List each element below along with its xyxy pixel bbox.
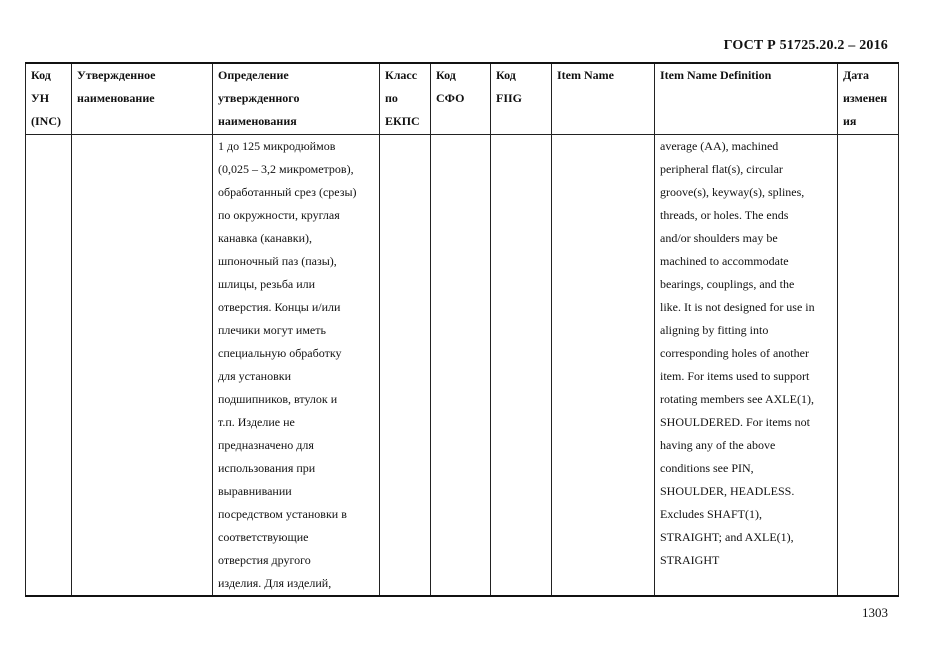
header-line: FIIG [496, 91, 523, 105]
table-row [26, 135, 899, 597]
text-line: peripheral flat(s), circular [660, 162, 783, 176]
header-line: Определение [218, 68, 289, 82]
cell-item-name [552, 135, 655, 597]
header-line: Дата [843, 68, 869, 82]
text-line: (0,025 – 3,2 микрометров), [218, 162, 354, 176]
text-line: 1 до 125 микродюймов [218, 139, 336, 153]
cell-definition-en [655, 135, 838, 597]
cell-change-date [838, 135, 899, 597]
text-line: Excludes SHAFT(1), [660, 507, 762, 521]
text-line: шпоночный паз (пазы), [218, 254, 337, 268]
text-line: corresponding holes of another [660, 346, 809, 360]
text-line: по окружности, круглая [218, 208, 340, 222]
text-line: having any of the above [660, 438, 776, 452]
col-header-item-name-definition [655, 63, 838, 135]
text-line: использования при [218, 461, 316, 475]
header-line: УН [31, 91, 50, 105]
text-line: STRAIGHT [660, 553, 720, 567]
col-header-code-inc [26, 63, 72, 135]
text-line: aligning by fitting into [660, 323, 769, 337]
text-line: rotating members see AXLE(1), [660, 392, 814, 406]
cell-definition-ru [213, 135, 380, 597]
text-line: SHOULDER, HEADLESS. [660, 484, 795, 498]
gost-table [25, 62, 899, 597]
cell-sfo-code [431, 135, 491, 597]
text-line: соответствующие [218, 530, 309, 544]
header-line: Класс [385, 68, 418, 82]
header-line: Код [31, 68, 51, 82]
page-number: 1303 [862, 605, 888, 620]
header-line: наименование [77, 91, 155, 105]
text-line: conditions see PIN, [660, 461, 754, 475]
text-line: and/or shoulders may be [660, 231, 778, 245]
header-line: Утвержденное [77, 68, 156, 82]
cell-code-inc [26, 135, 72, 597]
col-header-item-name [552, 63, 655, 135]
col-header-change-date [838, 63, 899, 135]
header-line: ия [843, 114, 857, 128]
gost-table-container [25, 62, 898, 597]
header-line: Item Name Definition [660, 68, 772, 82]
text-line: bearings, couplings, and the [660, 277, 795, 291]
text-line: обработанный срез (срезы) [218, 185, 357, 199]
text-line: STRAIGHT; and AXLE(1), [660, 530, 794, 544]
cell-ekps-class [380, 135, 431, 597]
text-line: item. For items used to support [660, 369, 810, 383]
text-line: threads, or holes. The ends [660, 208, 789, 222]
cell-fiig-code [491, 135, 552, 597]
text-line: плечики могут иметь [218, 323, 326, 337]
text-line: average (AA), machined [660, 139, 779, 153]
col-header-fiig-code [491, 63, 552, 135]
header-line: по [385, 91, 398, 105]
text-line: подшипников, втулок и [218, 392, 338, 406]
text-line: посредством установки в [218, 507, 347, 521]
text-line: groove(s), keyway(s), splines, [660, 185, 805, 199]
document-standard-number: ГОСТ Р 51725.20.2 – 2016 [723, 38, 888, 53]
header-line: утвержденного [218, 91, 300, 105]
header-line: Код [436, 68, 456, 82]
text-line: шлицы, резьба или [218, 277, 316, 291]
text-line: machined to accommodate [660, 254, 789, 268]
header-line: Код [496, 68, 516, 82]
text-line: like. It is not designed for use in [660, 300, 815, 314]
text-line: выравнивании [218, 484, 292, 498]
text-line: специальную обработку [218, 346, 342, 360]
text-line: канавка (канавки), [218, 231, 312, 245]
col-header-ekps-class [380, 63, 431, 135]
header-line: наименования [218, 114, 297, 128]
col-header-approved-name [72, 63, 213, 135]
text-line: SHOULDERED. For items not [660, 415, 810, 429]
header-line: ЕКПС [385, 114, 420, 128]
header-line: СФО [436, 91, 465, 105]
header-line: изменен [843, 91, 888, 105]
text-line: для установки [218, 369, 291, 383]
text-line: изделия. Для изделий, [218, 576, 332, 590]
text-line: предназначено для [218, 438, 314, 452]
cell-approved-name [72, 135, 213, 597]
text-line: отверстия другого [218, 553, 311, 567]
table-header-row [26, 63, 899, 135]
text-line: отверстия. Концы и/или [218, 300, 341, 314]
col-header-sfo-code [431, 63, 491, 135]
header-line: (INC) [31, 114, 61, 128]
header-line: Item Name [557, 68, 614, 82]
col-header-definition [213, 63, 380, 135]
text-line: т.п. Изделие не [218, 415, 295, 429]
